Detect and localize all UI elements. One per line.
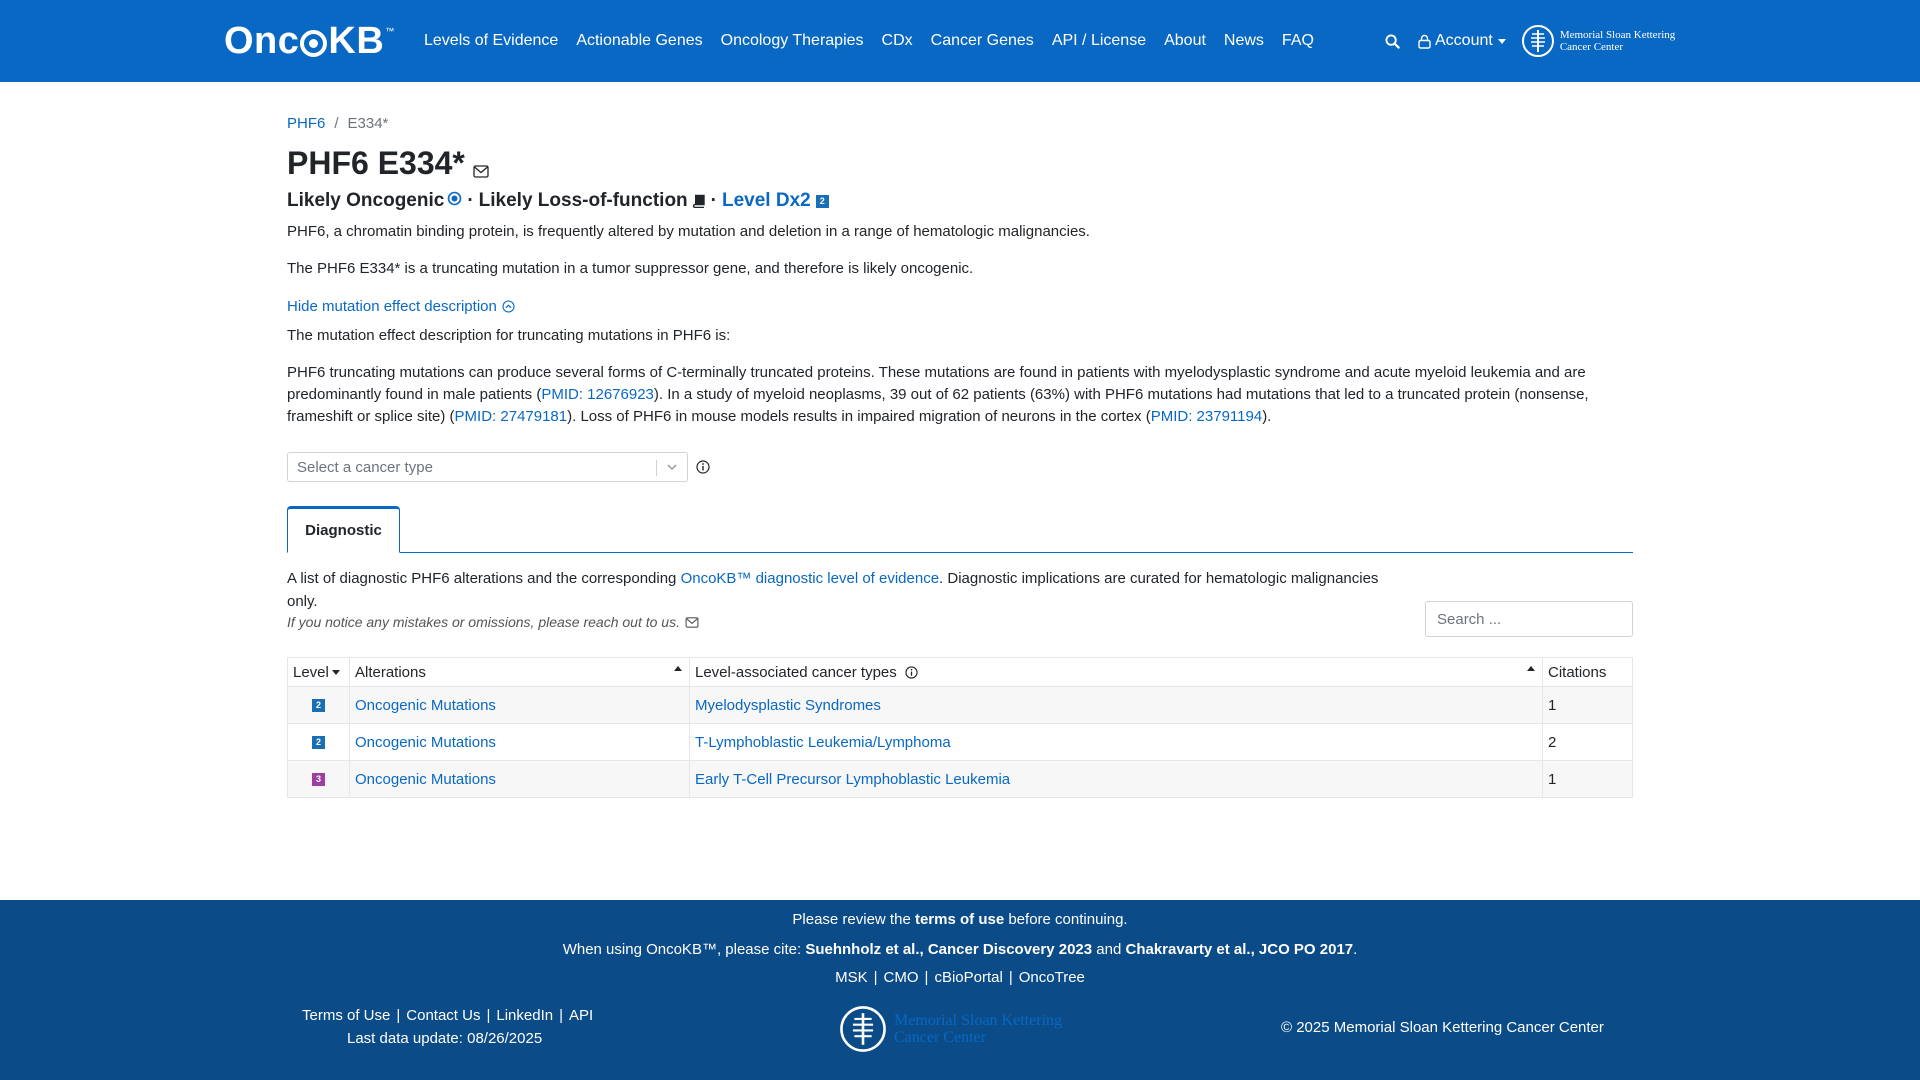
msk-header-line2: Cancer Center <box>1559 41 1624 53</box>
citations-cell[interactable]: 2 <box>1543 724 1633 761</box>
nav-news[interactable]: News <box>1223 32 1264 49</box>
msk-emblem-icon <box>1522 24 1554 58</box>
footer-copyright: © 2025 Memorial Sloan Kettering Cancer Center <box>1281 1019 1604 1036</box>
level-cell <box>288 761 350 798</box>
diagnostic-level-link[interactable]: OncoKB™ diagnostic level of evidence <box>680 570 940 587</box>
column-header-level-label: Level <box>293 663 329 681</box>
cancer-type-cell <box>690 687 1543 724</box>
diagnostic-description <box>287 567 1387 613</box>
mutation-effect-intro: The mutation effect description for truncating mutations in PHF6 is: <box>287 327 731 344</box>
level-cell <box>288 724 350 761</box>
feedback-note-text: If you notice any mistakes or omissions, please reach out to us. <box>287 614 680 630</box>
nav-api-license[interactable]: API / License <box>1051 32 1147 49</box>
cancer-type-link[interactable]: Myelodysplastic Syndromes <box>695 696 881 714</box>
mutation-effect-text-3: ). Loss of PHF6 in mouse models results in impaired migration of neurons in the cortex ( <box>567 408 1151 425</box>
footer-link-cbioportal[interactable]: cBioPortal <box>934 969 1003 986</box>
column-header-alterations-label: Alterations <box>355 663 426 681</box>
oncokb-logo[interactable] <box>224 20 395 62</box>
diagnostic-description-block <box>287 567 1633 647</box>
cancer-type-select[interactable] <box>287 452 688 482</box>
sort-asc-icon <box>674 666 682 671</box>
msk-footer-line1: Memorial Sloan Kettering <box>894 1012 1062 1029</box>
page-footer <box>0 900 1920 1080</box>
footer-external-links <box>0 969 1920 986</box>
column-header-cancer-types[interactable] <box>690 658 1543 687</box>
diagnostic-desc-text-2: . Diagnostic implications are curated for hematologic malignancies only. <box>287 570 1379 610</box>
account-label: Account <box>1435 32 1493 49</box>
info-icon[interactable] <box>696 460 710 474</box>
msk-footer-logo[interactable] <box>840 1003 1062 1055</box>
nav-links <box>415 0 1323 82</box>
pmid-link-3[interactable]: PMID: 23791194 <box>1150 408 1263 425</box>
search-icon[interactable] <box>1380 29 1404 53</box>
chevron-down-icon <box>665 460 679 478</box>
gene-summary: PHF6, a chromatin binding protein, is frequently altered by mutation and deletion in a range of hematologic malignancies. <box>287 223 1090 240</box>
nav-cdx[interactable]: CDx <box>881 32 913 49</box>
nav-levels-of-evidence[interactable]: Levels of Evidence <box>424 32 559 49</box>
footer-citation-suehnholz[interactable]: Suehnholz et al., Cancer Discovery 2023 <box>805 941 1093 958</box>
cancer-type-select-row <box>287 452 1633 482</box>
cancer-type-cell <box>690 724 1543 761</box>
footer-divider: | <box>1008 969 1013 986</box>
alteration-link[interactable]: Oncogenic Mutations <box>355 696 496 714</box>
sort-desc-icon <box>332 670 340 675</box>
chevron-up-circle-icon <box>502 300 515 313</box>
lock-icon <box>1418 34 1431 49</box>
envelope-icon[interactable] <box>473 149 489 186</box>
footer-terms-notice <box>0 911 1920 928</box>
footer-citation <box>0 941 1920 958</box>
separator-dot-2: · <box>710 190 717 211</box>
alteration-cell <box>350 724 690 761</box>
msk-header-line1: Memorial Sloan Kettering <box>1559 29 1676 41</box>
mutation-effect-text-4: ). <box>1262 408 1272 425</box>
alteration-link[interactable]: Oncogenic Mutations <box>355 770 496 788</box>
table-row <box>288 687 1633 724</box>
nav-about[interactable]: About <box>1164 32 1206 49</box>
select-divider <box>656 460 657 476</box>
diagnostic-table <box>287 657 1633 798</box>
mutation-effect-description <box>287 362 1633 428</box>
breadcrumb-gene[interactable]: PHF6 <box>287 114 326 132</box>
footer-terms-of-use[interactable]: Terms of Use <box>302 1007 391 1024</box>
footer-divider: | <box>396 1007 401 1024</box>
account-menu[interactable] <box>1418 32 1506 50</box>
column-header-citations-label: Citations <box>1548 663 1607 681</box>
top-navbar <box>0 0 1920 82</box>
separator-dot: · <box>467 190 474 211</box>
column-header-cancer-types-label: Level-associated cancer types <box>695 663 897 681</box>
toggle-label[interactable]: Hide mutation effect description <box>287 297 497 315</box>
breadcrumb <box>287 112 1633 134</box>
table-row <box>288 761 1633 798</box>
nav-faq[interactable]: FAQ <box>1281 32 1314 49</box>
footer-divider: | <box>559 1007 563 1024</box>
mutation-effect-text-1: PHF6 truncating mutations can produce several forms of C-terminally truncated proteins. These mutations are found in patients with myelodysplastic syndrome and acute myeloid leukemia and are predominantly found in male patients ( <box>287 364 1586 403</box>
msk-footer-text <box>894 1012 1062 1046</box>
citations-cell[interactable]: 1 <box>1543 687 1633 724</box>
msk-emblem-icon <box>840 1003 886 1055</box>
logo-text-onc: Onc <box>224 19 300 62</box>
nav-right <box>1380 0 1675 82</box>
diagnostic-desc-text-1: A list of diagnostic PHF6 alterations and the corresponding <box>287 570 681 587</box>
footer-divider: | <box>486 1007 491 1024</box>
oncogenicity-label: Likely Oncogenic <box>287 190 445 211</box>
footer-api[interactable]: API <box>569 1007 594 1024</box>
msk-header-logo[interactable] <box>1522 24 1675 58</box>
sort-asc-icon <box>1527 666 1535 671</box>
column-header-level[interactable] <box>288 658 350 687</box>
footer-last-update: Last data update: 08/26/2025 <box>347 1030 543 1047</box>
logo-ring-icon <box>300 30 327 57</box>
logo-text-kb: KB <box>328 19 385 62</box>
column-header-alterations[interactable] <box>350 658 690 687</box>
nav-actionable-genes[interactable]: Actionable Genes <box>576 32 703 49</box>
oncogenic-target-icon <box>447 190 462 212</box>
footer-review-text-1: Please review the <box>792 911 915 928</box>
footer-link-msk[interactable]: MSK <box>835 969 868 986</box>
chevron-down-icon <box>1498 39 1506 44</box>
table-header-row <box>288 658 1633 687</box>
citations-cell[interactable]: 1 <box>1543 761 1633 798</box>
msk-header-text <box>1560 29 1675 53</box>
footer-cite-text: When using OncoKB™, please cite: <box>562 941 806 958</box>
logo-trademark: ™ <box>385 26 395 36</box>
variant-annotation-summary <box>287 188 1633 214</box>
level-badge-icon: 2 <box>816 195 829 208</box>
nav-cancer-genes[interactable]: Cancer Genes <box>930 32 1034 49</box>
cancer-type-cell <box>690 761 1543 798</box>
footer-left-links <box>302 1007 593 1024</box>
cancer-type-link[interactable]: Early T-Cell Precursor Lymphoblastic Leukemia <box>695 770 1011 788</box>
envelope-icon <box>685 617 699 628</box>
table-search-input[interactable] <box>1425 601 1633 637</box>
breadcrumb-alteration: E334* <box>347 114 389 132</box>
column-header-citations[interactable] <box>1543 658 1633 687</box>
pmid-link-2[interactable]: PMID: 27479181 <box>454 408 568 425</box>
tab-diagnostic[interactable]: Diagnostic <box>287 506 400 553</box>
main-content <box>287 100 1633 798</box>
footer-review-text-2: before continuing. <box>1004 911 1128 928</box>
level-2-badge-icon[interactable]: 2 <box>312 736 325 749</box>
mutation-effect-label: Likely Loss-of-function <box>478 190 688 211</box>
footer-link-oncotree[interactable]: OncoTree <box>1018 969 1085 986</box>
table-row <box>288 724 1633 761</box>
footer-linkedin[interactable]: LinkedIn <box>496 1007 554 1024</box>
footer-contact-us[interactable]: Contact Us <box>406 1007 481 1024</box>
alteration-cell <box>350 761 690 798</box>
page-title <box>287 144 1633 182</box>
footer-terms-link[interactable]: terms of use <box>914 911 1005 928</box>
footer-cite-and: and <box>1092 941 1126 958</box>
footer-divider: | <box>924 969 929 986</box>
level-dx2-link[interactable]: Level Dx2 <box>721 190 811 211</box>
level-cell <box>288 687 350 724</box>
mutation-effect-text-2: ). In a study of myeloid neoplasms, 39 out of 62 patients (63%) with PHF6 mutations had mutations that led to a truncated protein (nonsense, frameshift or splice site) ( <box>287 386 1589 425</box>
cancer-type-select-placeholder: Select a cancer type <box>297 458 433 476</box>
breadcrumb-separator: / <box>334 114 339 132</box>
level-2-badge-icon[interactable]: 2 <box>312 699 325 712</box>
cancer-type-link[interactable]: T-Lymphoblastic Leukemia/Lymphoma <box>695 733 951 751</box>
page-title-text: PHF6 E334* <box>287 144 465 181</box>
footer-divider: | <box>873 969 878 986</box>
implication-tabs <box>287 506 1633 553</box>
level-3-badge-icon[interactable]: 3 <box>312 773 325 786</box>
footer-cite-end: . <box>1353 941 1358 958</box>
variant-summary: The PHF6 E334* is a truncating mutation in a tumor suppressor gene, and therefore is likely oncogenic. <box>287 260 974 277</box>
alteration-cell <box>350 687 690 724</box>
nav-oncology-therapies[interactable]: Oncology Therapies <box>720 32 864 49</box>
footer-citation-chakravarty[interactable]: Chakravarty et al., JCO PO 2017 <box>1125 941 1354 958</box>
pmid-link-1[interactable]: PMID: 12676923 <box>541 386 654 403</box>
footer-link-cmo[interactable]: CMO <box>883 969 919 986</box>
hide-mutation-effect-toggle[interactable] <box>287 295 1633 317</box>
book-icon <box>692 194 706 208</box>
alteration-link[interactable]: Oncogenic Mutations <box>355 733 496 751</box>
info-icon[interactable] <box>905 666 918 679</box>
msk-footer-line2: Cancer Center <box>894 1029 986 1046</box>
